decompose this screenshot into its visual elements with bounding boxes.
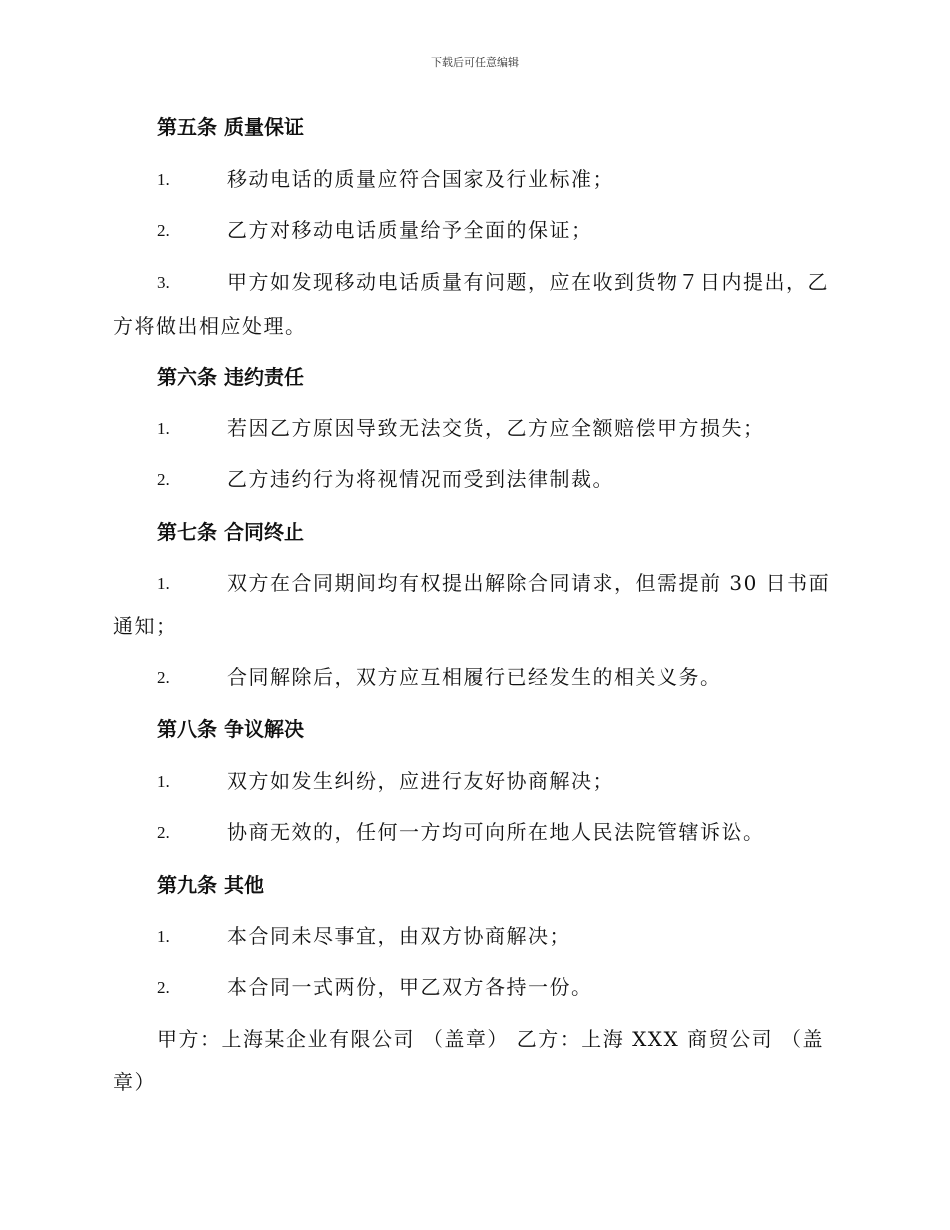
s9-item-1-text: 本合同未尽事宜，由双方协商解决； bbox=[227, 924, 571, 948]
page-header-note: 下载后可任意编辑 bbox=[431, 56, 519, 69]
s5-item-1-number: 1. bbox=[157, 170, 170, 189]
s6-item-2-text: 乙方违约行为将视情况而受到法律制裁。 bbox=[227, 467, 614, 491]
s8-item-2-text: 协商无效的，任何一方均可向所在地人民法院管辖诉讼。 bbox=[227, 820, 765, 844]
s5-item-3-text: 甲方如发现移动电话质量有问题，应在收到货物７日内提出，乙 bbox=[227, 270, 829, 294]
signature-continuation: 章） bbox=[113, 1070, 156, 1094]
section-7-title: 第七条 合同终止 bbox=[157, 520, 304, 544]
s8-item-1-text: 双方如发生纠纷，应进行友好协商解决； bbox=[227, 769, 614, 793]
s9-item-1-number: 1. bbox=[157, 927, 170, 946]
s6-item-2-number: 2. bbox=[157, 470, 170, 489]
s7-item-1-number: 1. bbox=[157, 574, 170, 593]
signature-line: 甲方：上海某企业有限公司 （盖章） 乙方：上海 XXX 商贸公司 （盖 bbox=[157, 1027, 825, 1051]
s8-item-1-number: 1. bbox=[157, 772, 170, 791]
s9-item-2-number: 2. bbox=[157, 978, 170, 997]
s8-item-2-number: 2. bbox=[157, 823, 170, 842]
s5-item-3-continuation: 方将做出相应处理。 bbox=[113, 314, 307, 338]
s7-item-1-continuation: 通知； bbox=[113, 614, 178, 638]
s7-item-2-number: 2. bbox=[157, 668, 170, 687]
s5-item-1-text: 移动电话的质量应符合国家及行业标准； bbox=[227, 167, 614, 191]
section-9-title: 第九条 其他 bbox=[157, 873, 264, 897]
s6-item-1-text: 若因乙方原因导致无法交货，乙方应全额赔偿甲方损失； bbox=[227, 416, 765, 440]
s5-item-2-number: 2. bbox=[157, 221, 170, 240]
s9-item-2-text: 本合同一式两份，甲乙双方各持一份。 bbox=[227, 975, 593, 999]
s5-item-2-text: 乙方对移动电话质量给予全面的保证； bbox=[227, 218, 593, 242]
section-5-title: 第五条 质量保证 bbox=[157, 115, 304, 139]
s7-item-2-text: 合同解除后，双方应互相履行已经发生的相关义务。 bbox=[227, 665, 722, 689]
section-6-title: 第六条 违约责任 bbox=[157, 365, 304, 389]
section-8-title: 第八条 争议解决 bbox=[157, 717, 304, 741]
s6-item-1-number: 1. bbox=[157, 419, 170, 438]
s7-item-1-text: 双方在合同期间均有权提出解除合同请求，但需提前 30 日书面 bbox=[227, 571, 831, 595]
s5-item-3-number: 3. bbox=[157, 273, 170, 292]
